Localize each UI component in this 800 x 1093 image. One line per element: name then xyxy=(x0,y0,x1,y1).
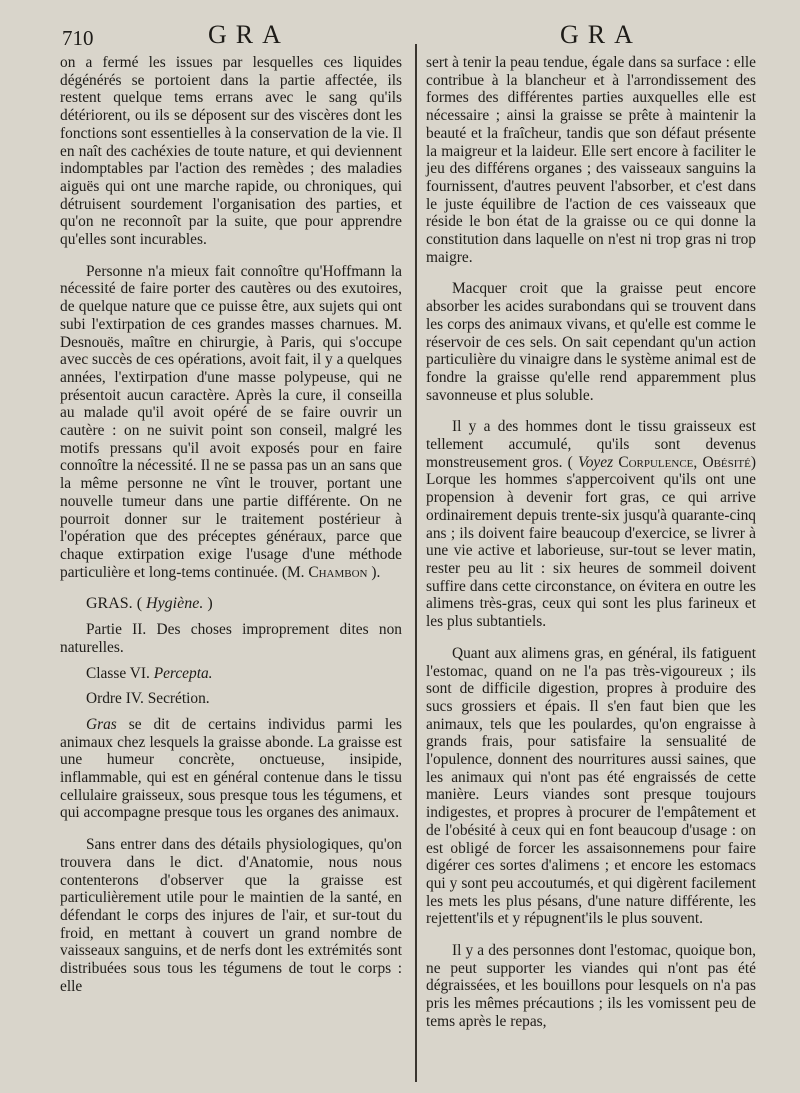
page-number: 710 xyxy=(62,26,94,50)
paragraph-estomac: Il y a des personnes dont l'estomac, quoique bon, ne peut supporter les viandes qui n'ont pas été dégraissées, et les bouillons pour lesquels on n'a pas pris les mêmes précautions ; ils les vomissent peu de tems après le repas, xyxy=(426,942,756,1030)
paragraph-definition: Gras se dit de certains individus parmi les animaux chez lesquels la graisse abonde. La graisse est une humeur concrète, onctueuse, insipide, inflammable, qui est en général contenue dans le tissu cellulaire graisseux, sous presque tous les tégumens, et qui accompagne presque tous les organes des animaux. xyxy=(60,715,402,822)
author-name: Chambon xyxy=(308,563,368,581)
left-column xyxy=(60,54,402,995)
running-head-right: GRA xyxy=(560,20,642,49)
author-signature: (M. Chambon ). xyxy=(281,563,381,581)
defined-term: Gras xyxy=(86,715,117,733)
paragraph-macquer: Macquer croit que la graisse peut encore absorber les acides surabondans qui se trouvent dans les corps des animaux vivans, et qu'elle est comme le réservoir de ces sels. On sait cependant qu'un action particulière du vinaigre dans le système animal est de fondre la graisse qu'elle rend apparemment plus savonneuse et plus soluble. xyxy=(426,280,756,404)
paragraph-continuation: on a fermé les issues par lesquelles ces liquides dégénérés se portoient dans la partie affectée, ils restent quelque tems errans avec le sang qu'ils détériorent, ou ils se déposent sur des viscères dont les fonctions sont essentielles à la conservation de la vie. Il en naît des cachéxies de toute nature, et qui deviennent indomptables par l'action des remèdes ; des maladies aiguës qui ont une marche rapide, ou chroniques, qui détruisent sourdement l'organisation des parties, et qu'on ne reconnoît par la suite, que pour apprendre qu'elles sont incurables. xyxy=(60,54,402,249)
cross-ref-corpulence: Corpulence xyxy=(618,453,694,471)
classification-ordre: Ordre IV. Secrétion. xyxy=(86,690,210,708)
entry-heading: GRAS. ( Hygiène. ) xyxy=(86,595,213,613)
paragraph-text: Personne n'a mieux fait connoître qu'Hoffmann la nécessité de faire porter des cautères ou des exutoires, de quelque nature que ce puisse être, aux sujets qui ont subi l'extirpation de ces grandes masses charnues. M. Desnouës, maître en chirurgie, à Paris, qui s'occupe avec succès de ces opérations, avoit fait, il y a quelques années, l'extirpation d'une masse polypeuse, qui ne présentoit aucun caractère. Après la cure, il conseilla au malade qu'il avoit opéré de se faire ouvrir un cautère : on ne suivit point son conseil, malgré les motifs pressans qu'il avoit exposés pour en faire connoître la nécessité. Il ne se passa pas un an sans que la même personne ne vînt le trouver, portant une nouvelle tumeur dans une partie différente. On ne pourroit donner sur le traitement postérieur à l'opération que des préceptes généraux, parce que chaque extirpation exige l'usage d'une méthode particulière et long-tems continuée. xyxy=(60,262,402,581)
page-header xyxy=(0,20,800,54)
right-column xyxy=(426,54,756,1031)
paragraph-corpulence: Il y a des hommes dont le tissu graisseux est tellement accumulé, qu'ils sont devenus monstreusement gros. ( Voyez Corpulence, Obésité) Lorque les hommes s'appercoivent qu'ils ont une propension à devenir fort gras, ce qui arrive ordinairement depuis trente-six jusqu'à quarante-cinq ans ; ils doivent faire beaucoup d'exercice, se livrer à une vie active et laborieuse, sur-tout se lever matin, rester peu au lit : six heures de sommeil doivent suffire dans cette circonstance, on évitera en outre les alimens très-gras, ceux qui sont les plus farineux et les plus subtantiels. xyxy=(426,418,756,631)
classification-classe: Classe VI. Percepta. xyxy=(86,664,213,682)
paragraph-hoffmann xyxy=(60,263,402,582)
cross-ref-obesite: Obésité xyxy=(702,453,751,471)
cross-ref-voyez: Voyez xyxy=(578,453,614,471)
classification-partie: Partie II. Des choses improprement dites non naturelles. xyxy=(60,621,402,656)
running-head-left: GRA xyxy=(208,20,290,49)
paragraph-continuation: sert à tenir la peau tendue, égale dans sa surface : elle contribue à la blancheur et à l'arrondissement des formes des différentes parties auxquelles elle est nécessaire ; ainsi la graisse se prête à maintenir la beauté et la fraîcheur, tandis que son défaut présente la maigreur et la laideur. Elle sert encore à faciliter le jeu des différens organes ; des vaisseaux sanguins la fournissent, d'autres peuvent l'absorber, et c'est dans le juste équilibre de l'action de ces vaisseaux que réside le bon état de la graisse ou ce qui donne la constitution dans laquelle on n'est ni trop gras ni trop maigre. xyxy=(426,54,756,266)
paragraph-physiology: Sans entrer dans des détails physiologiques, qu'on trouvera dans le dict. d'Anatomie, nous nous contenterons d'observer que la graisse est particulièrement utile pour le maintien de la santé, en défendant le corps des injures de l'air, et sur-tout du froid, en mettant à couvert un grand nombre de vaisseaux sanguins, et de nerfs dont les extrémités sont distribuées sous tous les tégumens de tout le corps : elle xyxy=(60,836,402,995)
column-divider xyxy=(415,44,417,1082)
entry-subject: Hygiène. xyxy=(146,595,204,613)
entry-word: GRAS. xyxy=(86,595,133,613)
paragraph-alimens-gras: Quant aux alimens gras, en général, ils fatiguent l'estomac, quand on ne l'a pas très-vigoureux ; ils sont de difficile digestion, propres à produire des sucs grossiers et épais. Il s'en faut bien que les animaux, tels que les poulardes, qu'on engraisse à grands frais, pour satisfaire la sensualité de l'opulence, donnent des nourritures aussi saines, que les animaux qui n'ont pas été engraissés de cette manière. Leurs viandes sont presque toujours indigestes, et propres à procurer de l'empâtement et de l'obésité à ceux qui en font beaucoup d'usage : on est obligé de forcer les assaisonnemens pour faire digérer ces sortes d'alimens ; et encore les estomacs qui y sont peu accoutumés, et qui digèrent facilement les mets les plus pésans, d'une nature différente, les rejettent'ils et y répugnent'ils le plus souvent. xyxy=(426,644,756,928)
